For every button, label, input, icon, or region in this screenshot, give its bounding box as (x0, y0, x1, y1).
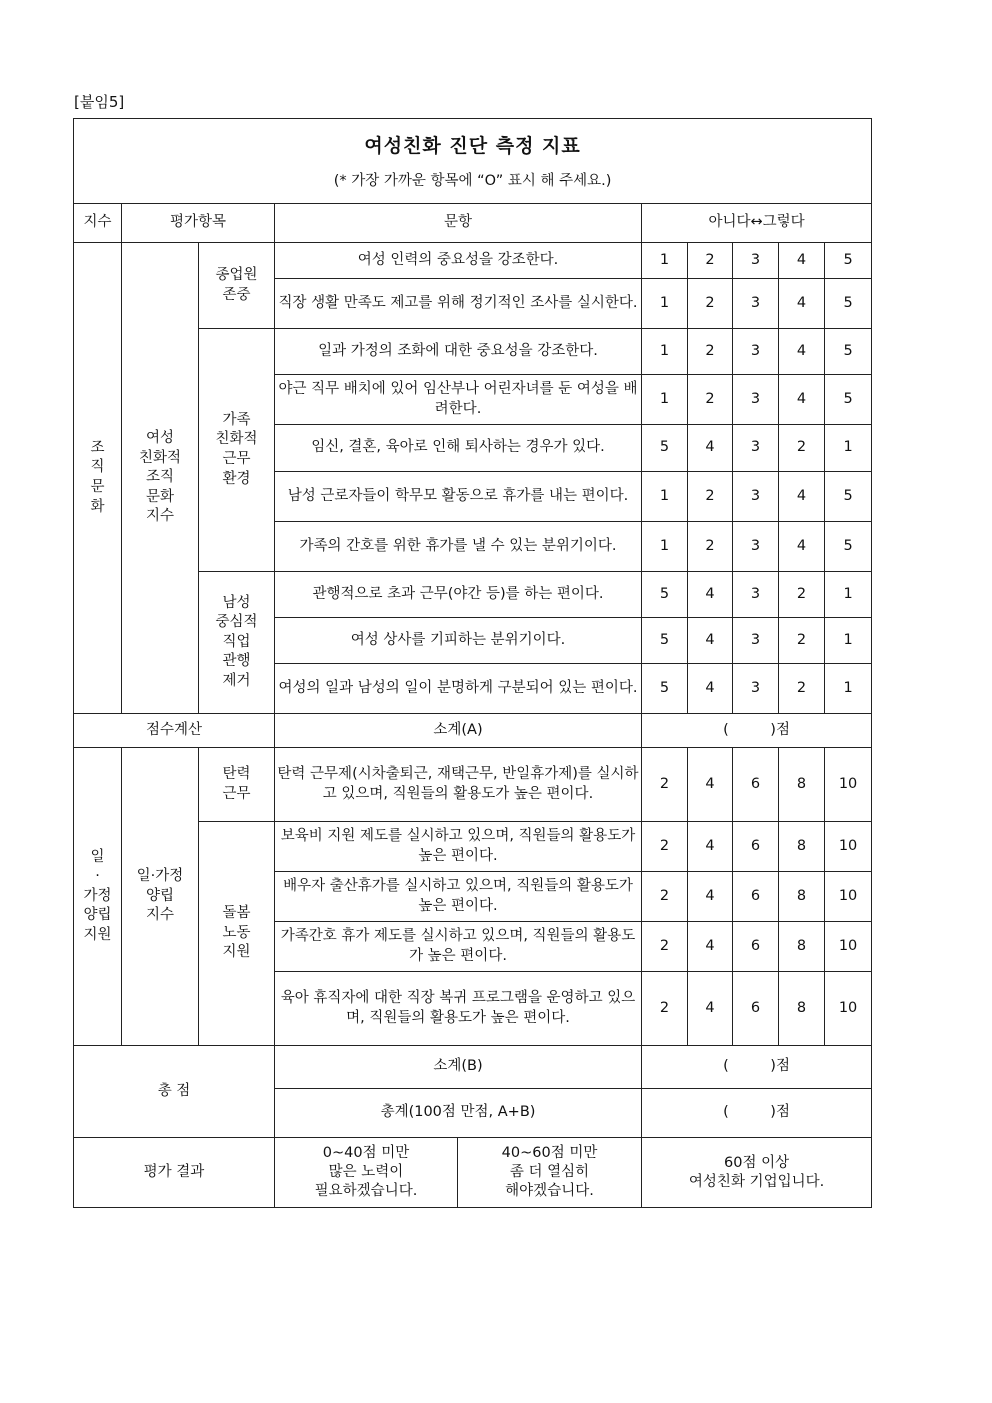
subtotal-b-label: 소계(B) (275, 1046, 642, 1089)
score-option[interactable]: 10 (825, 922, 872, 972)
score-option[interactable]: 3 (733, 329, 779, 375)
score-option[interactable]: 5 (642, 664, 688, 714)
attachment-label: [붙임5] (74, 93, 125, 111)
sub-index-label: 여성 친화적 조직 문화 지수 (122, 243, 199, 714)
header-index: 지수 (74, 204, 122, 243)
score-option[interactable]: 2 (779, 618, 825, 664)
score-option[interactable]: 5 (825, 375, 872, 425)
question-text: 여성의 일과 남성의 일이 분명하게 구분되어 있는 편이다. (275, 664, 642, 714)
score-option[interactable]: 5 (642, 425, 688, 472)
score-option[interactable]: 6 (733, 972, 779, 1046)
score-option[interactable]: 5 (825, 279, 872, 329)
question-text: 탄력 근무제(시차출퇴근, 재택근무, 반일휴가제)를 실시하고 있으며, 직원들의 활용도가 높은 편이다. (275, 748, 642, 822)
score-option[interactable]: 6 (733, 872, 779, 922)
score-option[interactable]: 1 (825, 572, 872, 618)
question-text: 가족의 간호를 위한 휴가를 낼 수 있는 분위기이다. (275, 522, 642, 572)
category-label: 돌봄 노동 지원 (199, 822, 275, 1046)
score-option[interactable]: 1 (642, 243, 688, 279)
score-option[interactable]: 2 (688, 472, 733, 522)
score-option[interactable]: 1 (825, 618, 872, 664)
score-option[interactable]: 6 (733, 822, 779, 872)
score-option[interactable]: 2 (779, 664, 825, 714)
score-option[interactable]: 4 (779, 243, 825, 279)
result-label: 평가 결과 (74, 1138, 275, 1208)
question-text: 배우자 출산휴가를 실시하고 있으며, 직원들의 활용도가 높은 편이다. (275, 872, 642, 922)
header-category: 평가항목 (122, 204, 275, 243)
title-cell (74, 119, 872, 204)
result-range-low: 0~40점 미만 많은 노력이 필요하겠습니다. (275, 1138, 458, 1208)
category-label: 가족 친화적 근무 환경 (199, 329, 275, 572)
score-option[interactable]: 4 (779, 522, 825, 572)
score-option[interactable]: 6 (733, 922, 779, 972)
question-text: 직장 생활 만족도 제고를 위해 정기적인 조사를 실시한다. (275, 279, 642, 329)
question-text: 육아 휴직자에 대한 직장 복귀 프로그램을 운영하고 있으며, 직원들의 활용도가 높은 편이다. (275, 972, 642, 1046)
score-option[interactable]: 2 (688, 522, 733, 572)
score-option[interactable]: 2 (642, 748, 688, 822)
subtotal-a-points[interactable]: ( )점 (642, 714, 872, 748)
score-option[interactable]: 1 (642, 522, 688, 572)
score-option[interactable]: 4 (688, 572, 733, 618)
score-option[interactable]: 1 (825, 664, 872, 714)
score-option[interactable]: 2 (642, 922, 688, 972)
score-option[interactable]: 4 (779, 279, 825, 329)
total-row (74, 1046, 872, 1089)
score-calc-row (74, 714, 872, 748)
question-text: 관행적으로 초과 근무(야간 등)를 하는 편이다. (275, 572, 642, 618)
question-text: 임신, 결혼, 육아로 인해 퇴사하는 경우가 있다. (275, 425, 642, 472)
category-label: 탄력 근무 (199, 748, 275, 822)
score-option[interactable]: 2 (688, 279, 733, 329)
question-text: 가족간호 휴가 제도를 실시하고 있으며, 직원들의 활용도가 높은 편이다. (275, 922, 642, 972)
category-label: 종업원 존중 (199, 243, 275, 329)
score-option[interactable]: 2 (642, 872, 688, 922)
score-option[interactable]: 4 (688, 664, 733, 714)
score-option[interactable]: 3 (733, 618, 779, 664)
score-option[interactable]: 5 (825, 329, 872, 375)
score-option[interactable]: 10 (825, 748, 872, 822)
score-option[interactable]: 4 (688, 425, 733, 472)
grand-total-label: 총계(100점 만점, A+B) (275, 1089, 642, 1138)
score-option[interactable]: 3 (733, 425, 779, 472)
score-option[interactable]: 3 (733, 243, 779, 279)
score-option[interactable]: 1 (642, 375, 688, 425)
question-text: 일과 가정의 조화에 대한 중요성을 강조한다. (275, 329, 642, 375)
index-label: 조 직 문 화 (74, 243, 122, 714)
score-option[interactable]: 8 (779, 748, 825, 822)
score-calc-label: 점수계산 (74, 714, 275, 748)
score-option[interactable]: 3 (733, 522, 779, 572)
score-option[interactable]: 8 (779, 922, 825, 972)
page-title: 여성친화 진단 측정 지표 (364, 135, 581, 158)
question-text: 야근 직무 배치에 있어 임산부나 어린자녀를 둔 여성을 배려한다. (275, 375, 642, 425)
index-label: 일 · 가정 양립 지원 (74, 748, 122, 1046)
score-option[interactable]: 5 (825, 472, 872, 522)
score-option[interactable]: 10 (825, 972, 872, 1046)
score-option[interactable]: 8 (779, 872, 825, 922)
score-option[interactable]: 4 (688, 972, 733, 1046)
score-option[interactable]: 3 (733, 472, 779, 522)
score-option[interactable]: 4 (688, 748, 733, 822)
score-option[interactable]: 3 (733, 664, 779, 714)
score-option[interactable]: 4 (688, 822, 733, 872)
question-text: 남성 근로자들이 학무모 활동으로 휴가를 내는 편이다. (275, 472, 642, 522)
question-text: 여성 인력의 중요성을 강조한다. (275, 243, 642, 279)
score-option[interactable]: 5 (825, 243, 872, 279)
score-option[interactable]: 2 (779, 572, 825, 618)
score-option[interactable]: 4 (688, 618, 733, 664)
score-option[interactable]: 10 (825, 872, 872, 922)
score-option[interactable]: 2 (642, 822, 688, 872)
score-option[interactable]: 1 (825, 425, 872, 472)
total-label: 총 점 (74, 1046, 275, 1138)
page-subtitle: (* 가장 가까운 항목에 “O” 표시 해 주세요.) (333, 173, 612, 190)
assessment-table (73, 118, 872, 1208)
result-row (74, 1138, 872, 1208)
table-row (74, 243, 872, 279)
score-option[interactable]: 4 (779, 329, 825, 375)
score-option[interactable]: 8 (779, 972, 825, 1046)
score-option[interactable]: 2 (642, 972, 688, 1046)
score-option[interactable]: 5 (825, 522, 872, 572)
sub-index-label: 일·가정 양립 지수 (122, 748, 199, 1046)
header-question: 문항 (275, 204, 642, 243)
score-option[interactable]: 1 (642, 329, 688, 375)
score-option[interactable]: 2 (688, 375, 733, 425)
score-option[interactable]: 4 (688, 872, 733, 922)
table-row (74, 748, 872, 822)
score-option[interactable]: 3 (733, 375, 779, 425)
score-option[interactable]: 5 (642, 618, 688, 664)
question-text: 여성 상사를 기피하는 분위기이다. (275, 618, 642, 664)
subtotal-a-label: 소계(A) (275, 714, 642, 748)
score-option[interactable]: 10 (825, 822, 872, 872)
score-option[interactable]: 1 (642, 279, 688, 329)
score-option[interactable]: 6 (733, 748, 779, 822)
score-option[interactable]: 4 (779, 375, 825, 425)
score-option[interactable]: 1 (642, 472, 688, 522)
score-option[interactable]: 2 (688, 329, 733, 375)
subtotal-b-points[interactable]: ( )점 (642, 1046, 872, 1089)
score-option[interactable]: 3 (733, 279, 779, 329)
score-option[interactable]: 5 (642, 572, 688, 618)
result-range-high: 60점 이상 여성친화 기업입니다. (642, 1138, 872, 1208)
grand-total-points[interactable]: ( )점 (642, 1089, 872, 1138)
score-option[interactable]: 3 (733, 572, 779, 618)
category-label: 남성 중심적 직업 관행 제거 (199, 572, 275, 714)
score-option[interactable]: 4 (688, 922, 733, 972)
question-text: 보육비 지원 제도를 실시하고 있으며, 직원들의 활용도가 높은 편이다. (275, 822, 642, 872)
score-option[interactable]: 2 (779, 425, 825, 472)
score-option[interactable]: 2 (688, 243, 733, 279)
score-option[interactable]: 4 (779, 472, 825, 522)
result-range-mid: 40~60점 미만 좀 더 열심히 해야겠습니다. (458, 1138, 642, 1208)
score-option[interactable]: 8 (779, 822, 825, 872)
header-scale: 아니다↔그렇다 (642, 204, 872, 243)
